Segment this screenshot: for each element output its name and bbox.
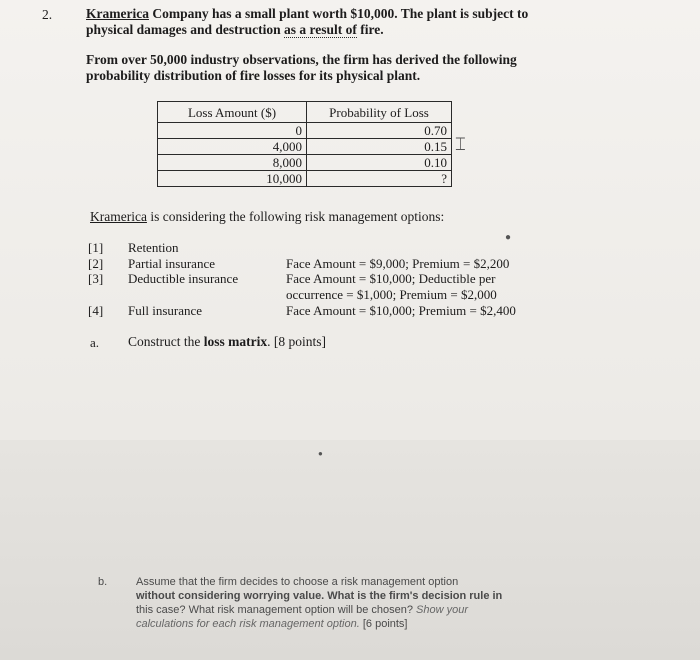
loss-cell: 4,000 xyxy=(158,139,307,155)
option-name: Partial insurance xyxy=(128,256,215,271)
table-row xyxy=(158,139,452,155)
header-probability: Probability of Loss xyxy=(307,102,452,123)
option-name: Retention xyxy=(128,240,179,255)
option-detail-continued: occurrence = $1,000; Premium = $2,000 xyxy=(286,287,497,302)
observations-line-1: From over 50,000 industry observations, the firm has derived the following xyxy=(86,52,517,67)
prob-cell: 0.15 xyxy=(307,139,452,155)
option-number: [1] xyxy=(88,240,104,255)
observations-line-2: probability distribution of fire losses for its physical plant. xyxy=(86,68,421,83)
intro-line-1: Kramerica Company has a small plant worth $10,000. The plant is subject to xyxy=(86,6,529,21)
part-b-line-1: Assume that the firm decides to choose a risk management option xyxy=(136,576,459,588)
option-detail: Face Amount = $10,000; Deductible per xyxy=(286,271,496,286)
prob-cell: 0.10 xyxy=(307,155,452,171)
option-detail: Face Amount = $9,000; Premium = $2,200 xyxy=(286,256,510,271)
loss-cell: 8,000 xyxy=(158,155,307,171)
table-row xyxy=(158,171,452,187)
option-number: [3] xyxy=(88,271,104,286)
text-cursor-icon: ⌶ xyxy=(455,134,466,154)
table-row xyxy=(158,155,452,171)
loss-cell: 10,000 xyxy=(158,171,307,187)
company-name-2: Kramerica xyxy=(90,209,147,224)
dot-mark: ● xyxy=(318,449,323,458)
part-b-label: b. xyxy=(98,576,108,588)
as-a-result-of: as a result of xyxy=(284,22,357,37)
dot-mark: ● xyxy=(505,232,512,243)
options-intro: Kramerica is considering the following risk management options: xyxy=(90,209,445,224)
option-number: [4] xyxy=(88,303,104,318)
intro-line-2: physical damages and destruction as a result of fire. xyxy=(86,22,384,37)
part-b-line-4: calculations for each risk management option. [6 points] xyxy=(136,618,408,630)
table-row xyxy=(158,123,452,139)
part-b-line-3: this case? What risk management option will be chosen? Show your xyxy=(136,604,469,616)
part-a-label: a. xyxy=(90,335,100,350)
option-detail: Face Amount = $10,000; Premium = $2,400 xyxy=(286,303,516,318)
question-number: 2. xyxy=(42,7,53,22)
prob-cell: 0.70 xyxy=(307,123,452,139)
company-name: Kramerica xyxy=(86,6,149,21)
option-name: Deductible insurance xyxy=(128,271,239,286)
header-loss-amount: Loss Amount ($) xyxy=(158,102,307,123)
table-header-row xyxy=(158,102,452,123)
loss-cell: 0 xyxy=(158,123,307,139)
prob-cell: ? xyxy=(307,171,452,187)
part-a-text: Construct the loss matrix. [8 points] xyxy=(128,334,326,349)
part-b-line-2: without considering worrying value. What is the firm's decision rule in xyxy=(136,590,503,602)
option-number: [2] xyxy=(88,256,104,271)
loss-distribution-table xyxy=(157,101,452,187)
option-name: Full insurance xyxy=(128,303,203,318)
